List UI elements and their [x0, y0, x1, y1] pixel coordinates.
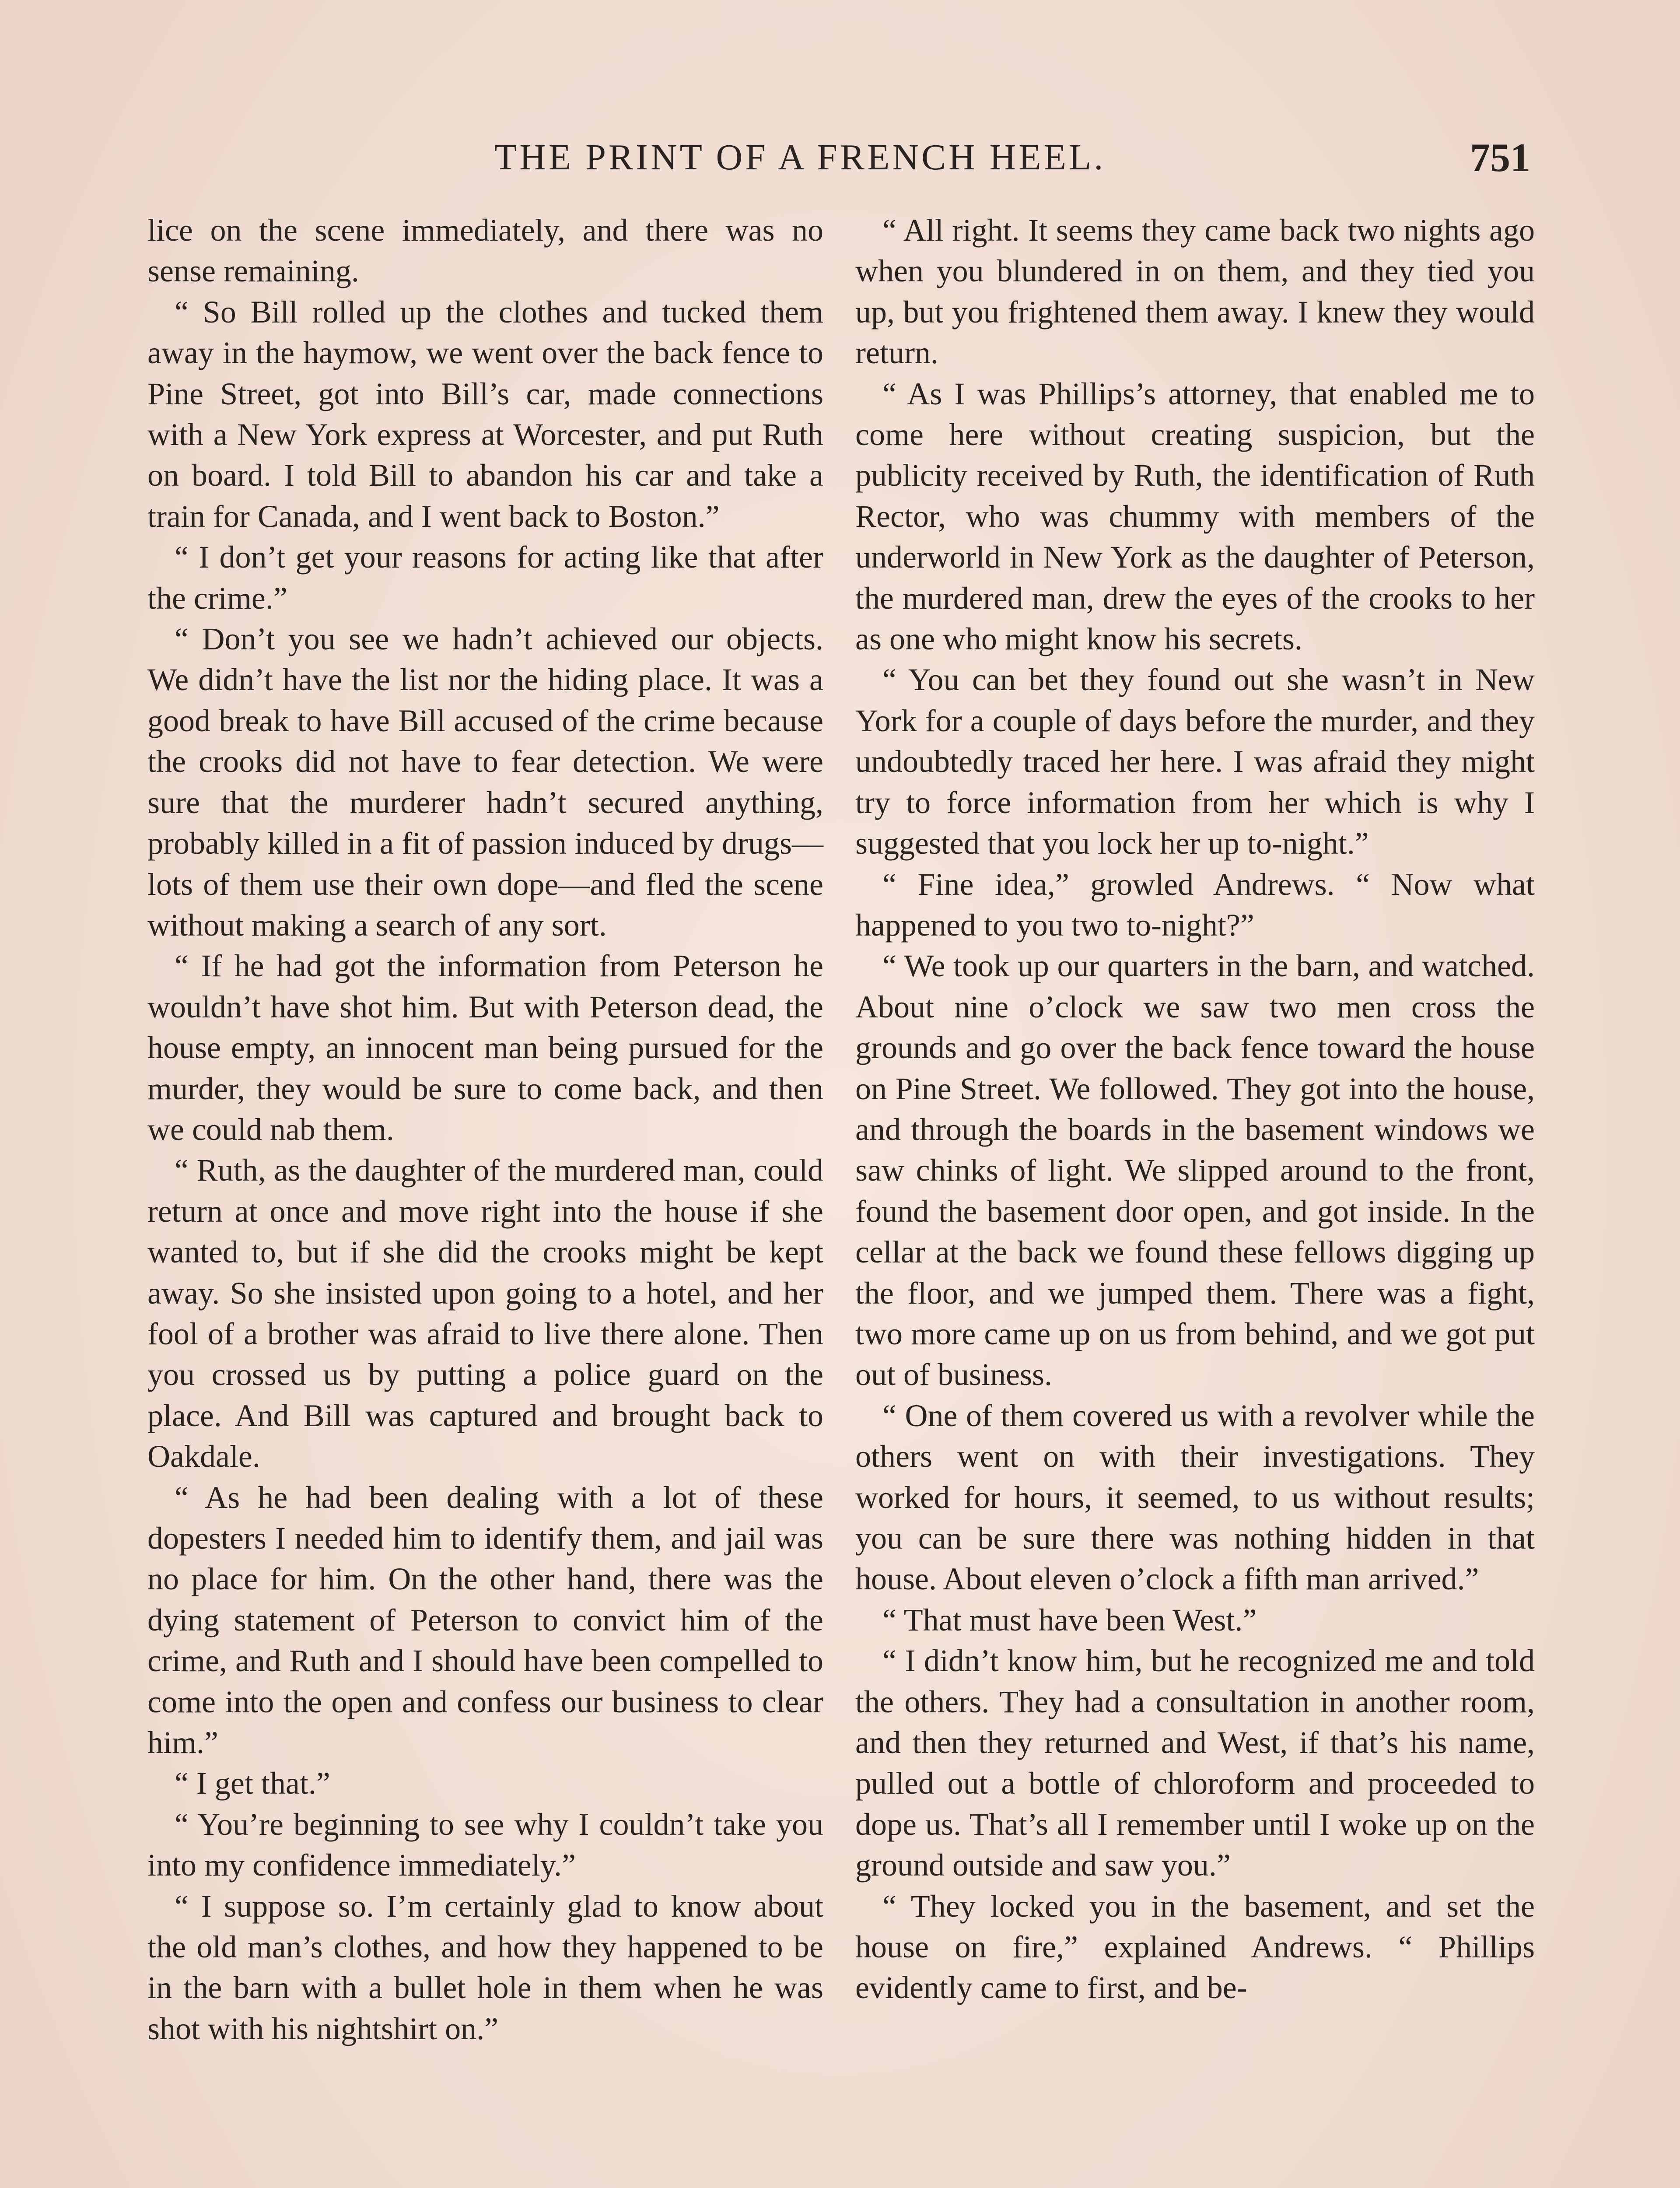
paragraph: lice on the scene immediately, and there was no sense remaining.: [147, 213, 823, 289]
paragraph: “ Don’t you see we hadn’t achieved our objects. We didn’t have the list nor the hiding place. It was a good break to have Bill accused of the crime because the crooks did not have to fear detection. We were sure that the murderer hadn’t secured anything, probably killed in a fit of passion induced by drugs—lots of them use their own dope—and fled the scene without making a search of any sort.: [147, 621, 823, 943]
running-header: [0, 131, 1680, 184]
paragraph: “ As I was Phillips’s attorney, that enabled me to come here without creating suspicion, but the publicity received by Ruth, the identification of Ruth Rector, who was chummy with members of the underworld in New York as the daughter of Peterson, the murdered man, drew the eyes of the crooks to her as one who might know his secrets.: [855, 376, 1535, 657]
story-title: THE PRINT OF A FRENCH HEEL.: [494, 137, 1106, 178]
paragraph: “ So Bill rolled up the clothes and tucked them away in the haymow, we went over the back fence to Pine Street, got into Bill’s car, made connections with a New York express at Worcester, and put Ruth on board. I told Bill to abandon his car and take a train for Canada, and I went back to Boston.”: [147, 294, 823, 534]
paragraph: “ We took up our quarters in the barn, and watched. About nine o’clock we saw two men cross the grounds and go over the back fence toward the house on Pine Street. We followed. They got into the house, and through the boards in the basement windows we saw chinks of light. We slipped around to the front, found the basement door open, and got inside. In the cellar at the back we found these fellows digging up the floor, and we jumped them. There was a fight, two more came up on us from behind, and we got put out of business.: [855, 948, 1535, 1392]
paragraph: “ Ruth, as the daughter of the murdered man, could return at once and move right into the house if she wanted to, but if she did the crooks might be kept away. So she insisted upon going to a hotel, and her fool of a brother was afraid to live there alone. Then you crossed us by putting a police guard on the place. And Bill was captured and brought back to Oakdale.: [147, 1153, 823, 1474]
paragraph: “ As he had been dealing with a lot of these dopesters I needed him to identify them, and jail was no place for him. On the other hand, there was the dying statement of Peterson to convict him of the crime, and Ruth and I should have been compelled to come into the open and confess our business to clear him.”: [147, 1480, 823, 1760]
paragraph: “ I suppose so. I’m certainly glad to know about the old man’s clothes, and how they happened to be in the barn with a bullet hole in them when he was shot with his nightshirt on.”: [147, 1888, 823, 2046]
paragraph: “ If he had got the information from Peterson he wouldn’t have shot him. But with Peterson dead, the house empty, an innocent man being pursued for the murder, they would be sure to come back, and then we could nab them.: [147, 948, 823, 1147]
paragraph: “ Fine idea,” growled Andrews. “ Now what happened to you two to-night?”: [855, 866, 1535, 943]
paragraph: “ You can bet they found out she wasn’t in New York for a couple of days before the murder, and they undoubtedly traced her here. I was afraid they might try to force information from her which is why I suggested that you lock her up to-night.”: [855, 662, 1535, 861]
paragraph: “ All right. It seems they came back two nights ago when you blundered in on them, and they tied you up, but you frightened them away. I knew they would return.: [855, 213, 1535, 371]
paragraph: “ I didn’t know him, but he recognized me and told the others. They had a consultation in another room, and then they returned and West, if that’s his name, pulled out a bottle of chloroform and proceeded to dope us. That’s all I remember until I woke up on the ground outside and saw you.”: [855, 1643, 1535, 1883]
paragraph: “ That must have been West.”: [882, 1602, 1257, 1637]
paragraph: “ They locked you in the basement, and set the house on fire,” explained Andrews. “ Phillips evidently came to first, and be-: [855, 1888, 1535, 2006]
paragraph: “ I don’t get your reasons for acting like that after the crime.”: [147, 540, 823, 616]
left-text-column: [147, 210, 823, 2049]
paragraph: “ You’re beginning to see why I couldn’t take you into my confidence immediately.”: [147, 1806, 823, 1883]
page-number: 751: [1470, 135, 1530, 180]
right-text-column: [855, 210, 1535, 2009]
paragraph: “ I get that.”: [175, 1766, 330, 1801]
paragraph: “ One of them covered us with a revolver while the others went on with their investigations. They worked for hours, it seemed, to us without results; you can be sure there was nothing hidden in that house. About eleven o’clock a fifth man arrived.”: [855, 1398, 1535, 1597]
